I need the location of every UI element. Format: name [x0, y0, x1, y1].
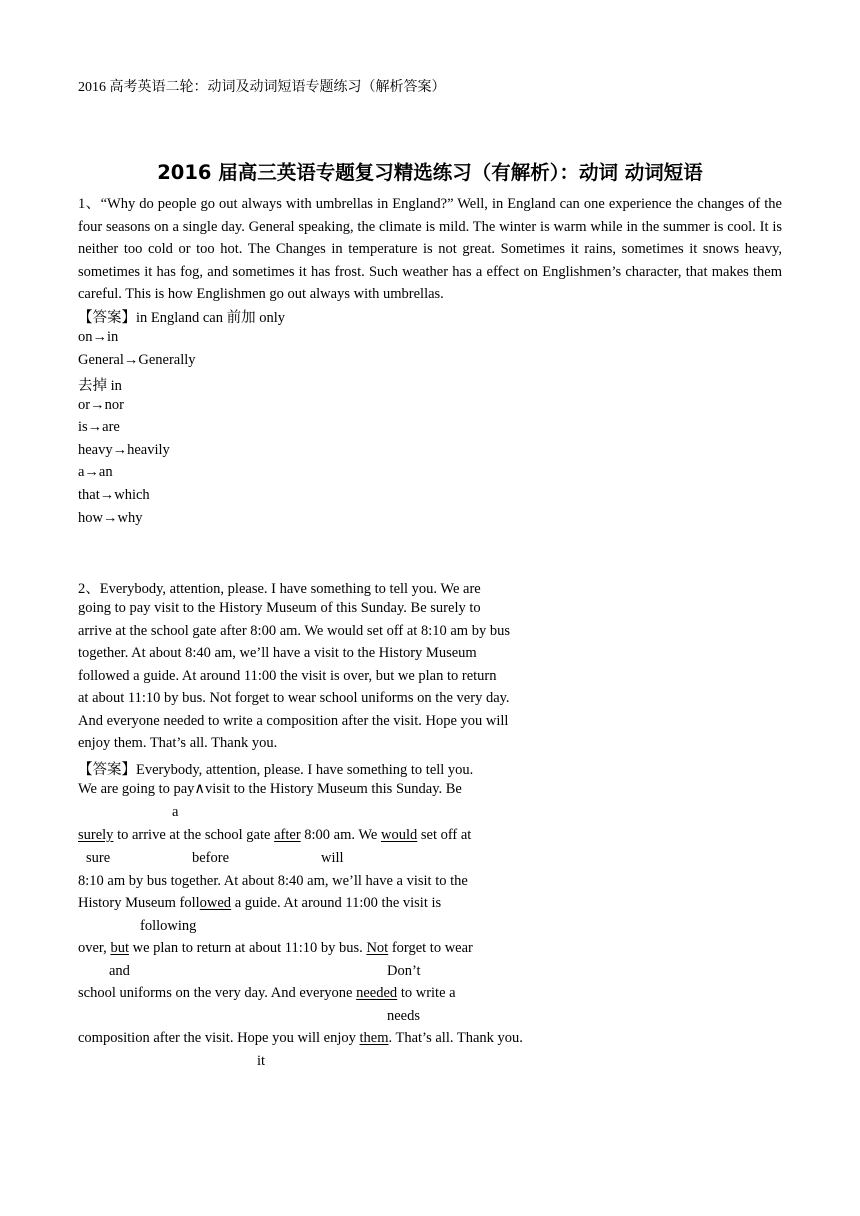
answer-label: 【答案】: [78, 310, 136, 326]
correction-word: following: [140, 918, 197, 934]
insert-caret: ∧: [194, 781, 206, 797]
correction-word: needs: [387, 1008, 421, 1024]
error-word: Not: [366, 940, 389, 956]
error-word: owed: [199, 895, 232, 911]
answer-item: a→an: [78, 464, 113, 480]
answer-text: History Museum foll: [78, 895, 200, 911]
header-text: 2016 高考英语二轮：动词及动词短语专题练习（解析答案）: [78, 80, 446, 95]
answer-item: that→which: [78, 487, 150, 503]
answer-text: over,: [78, 940, 111, 956]
page-title: 2016 届高三英语专题复习精选练习（有解析）：动词 动词短语: [157, 161, 703, 184]
passage-line: And everyone needed to write a composition after the visit. Hope you will: [78, 713, 509, 729]
error-word: surely: [78, 827, 114, 843]
answer-line: 8:10 am by bus together. At about 8:40 am, we’ll have a visit to the: [78, 873, 468, 889]
answer-text: forget to wear: [388, 940, 473, 956]
answer-text: Everybody, attention, please. I have something to tell you.: [136, 762, 474, 778]
correction-word: Don’t: [387, 963, 421, 979]
answer-item: heavy→heavily: [78, 442, 170, 458]
answer-text: a guide. At around 11:00 the visit is: [231, 895, 442, 911]
passage-line: followed a guide. At around 11:00 the visit is over, but we plan to return: [78, 668, 497, 684]
answer-text: to write a: [397, 985, 456, 1001]
correction-word: before: [192, 850, 230, 866]
answer-text: composition after the visit. Hope you will enjoy: [78, 1030, 360, 1046]
answer-item: General→Generally: [78, 352, 196, 368]
answer-line: [78, 758, 473, 779]
error-word: would: [380, 827, 418, 843]
answer-item: or→nor: [78, 397, 124, 413]
answer-item: 去掉 in: [78, 378, 122, 394]
error-word: after: [274, 827, 301, 843]
correction-word: a: [172, 804, 179, 820]
answer-text: school uniforms on the very day. And everyone: [78, 985, 357, 1001]
correction-word: will: [321, 850, 344, 866]
answer-text: . That’s all. Thank you.: [388, 1030, 523, 1046]
answer-text: set off at: [417, 827, 472, 843]
answer-text: we plan to return at about 11:10 by bus.: [128, 940, 367, 956]
passage-line: enjoy them. That’s all. Thank you.: [78, 735, 278, 751]
answer-line: [78, 306, 285, 327]
answer-text: to arrive at the school gate: [113, 827, 275, 843]
correction-word: it: [257, 1053, 266, 1069]
answer-line: [78, 895, 441, 912]
correction-word: sure: [86, 850, 111, 866]
answer-text: We are going to pay: [78, 781, 195, 797]
passage-line: going to pay visit to the History Museum of this Sunday. Be surely to: [78, 600, 481, 616]
answer-line: [78, 1030, 523, 1047]
answer-line: [78, 827, 471, 844]
correction-word: and: [109, 963, 130, 979]
answer-item: on→in: [78, 329, 119, 345]
answer-text: visit to the History Museum this Sunday. Be: [205, 781, 462, 797]
answer-line: [78, 940, 473, 957]
answer-text: in England can 前加 only: [136, 310, 286, 326]
passage-line: arrive at the school gate after 8:00 am. We would set off at 8:10 am by bus: [78, 623, 510, 639]
answer-item: is→are: [78, 419, 120, 435]
passage-line: together. At about 8:40 am, we’ll have a visit to the History Museum: [78, 645, 477, 661]
error-word: needed: [356, 985, 398, 1001]
passage-line: at about 11:10 by bus. Not forget to wear school uniforms on the very day.: [78, 690, 510, 706]
answer-line: [78, 781, 462, 798]
passage-line: 2、Everybody, attention, please. I have something to tell you. We are: [78, 581, 481, 597]
question-1-paragraph: 1、“Why do people go out always with umbrellas in England?” Well, in England can one experience the changes of the four seasons on a single day. General speaking, the climate is mild. The winter is warm while in the summer is cool. It is neither too cold or too hot. The Changes in temperature is not great. Sometimes it rains, sometimes it snows heavy, sometimes it has fog, and sometimes it has frost. Such weather has a effect on Englishmen’s character, that makes them careful. This is how Englishmen go out always with umbrellas.: [78, 196, 782, 303]
answer-text: 8:00 am. We: [300, 827, 381, 843]
answer-line: [78, 985, 456, 1002]
error-word: but: [110, 940, 129, 956]
answer-item: how→why: [78, 510, 143, 526]
error-word: them: [359, 1030, 389, 1046]
answer-label: 【答案】: [78, 762, 136, 778]
